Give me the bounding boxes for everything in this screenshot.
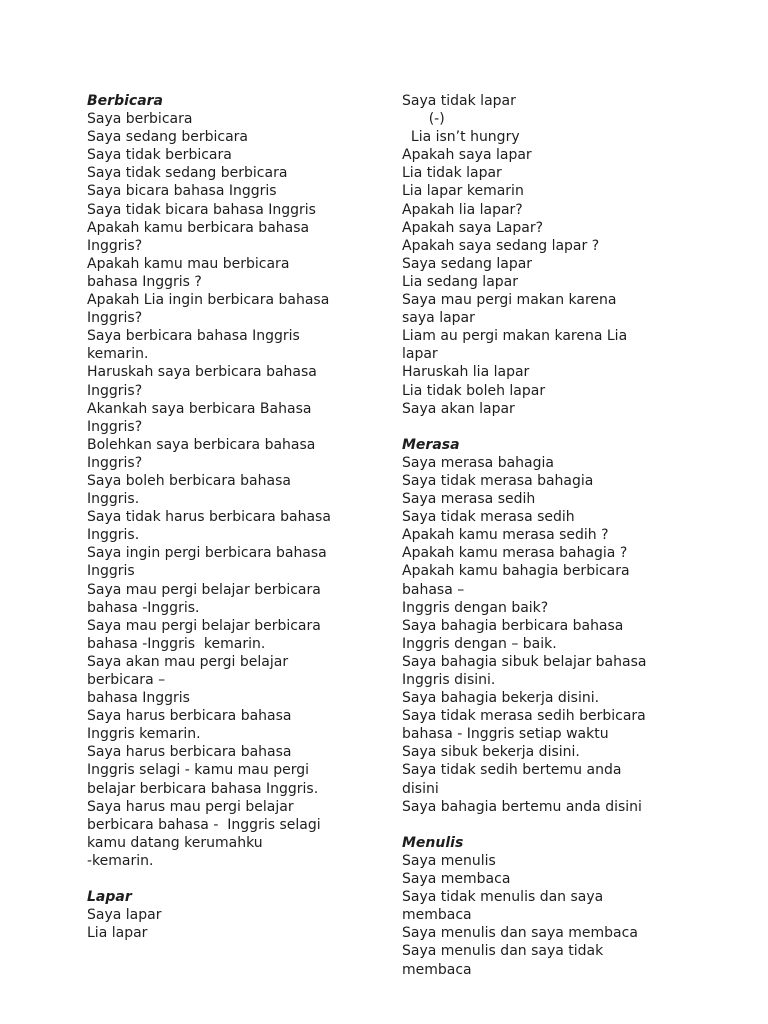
text-line: saya lapar <box>402 310 475 327</box>
text-line: Apakah kamu merasa bahagia ? <box>402 545 628 562</box>
text-line: Saya sibuk bekerja disini. <box>402 744 580 761</box>
text-line: Saya akan mau pergi belajar <box>87 653 289 670</box>
text-line: Saya tidak harus berbicara bahasa <box>87 509 331 526</box>
text-line: Apakah saya lapar <box>402 147 532 164</box>
text-line: Saya harus berbicara bahasa <box>87 708 292 725</box>
text-line: Apakah kamu bahagia berbicara <box>402 563 630 580</box>
text-line: Saya tidak sedang berbicara <box>87 165 288 182</box>
text-line: bahasa -Inggris kemarin. <box>87 635 266 652</box>
text-line: Saya tidak merasa bahagia <box>402 472 594 489</box>
text-line: Saya tidak merasa sedih berbicara <box>402 708 646 725</box>
text-line: Saya lapar <box>87 907 162 924</box>
text-line: Saya tidak lapar <box>402 93 516 109</box>
text-line: Bolehkan saya berbicara bahasa <box>87 436 316 453</box>
text-line: Saya mau pergi belajar berbicara <box>87 617 321 634</box>
text-line: lapar <box>402 346 438 363</box>
text-line: -kemarin. <box>87 852 154 869</box>
text-line: Lia lapar <box>87 925 148 942</box>
text-line: berbicara – <box>87 672 166 688</box>
text-line: Saya menulis <box>402 852 496 869</box>
text-line: Haruskah lia lapar <box>402 364 530 381</box>
text-line: Saya sedang lapar <box>402 255 533 272</box>
text-line: Saya harus mau pergi belajar <box>87 798 294 815</box>
text-line: Inggris disini. <box>402 672 496 688</box>
text-line: Inggris selagi - kamu mau pergi <box>87 762 309 779</box>
text-line: (-) <box>402 111 445 128</box>
text-line: Saya tidak berbicara <box>87 147 232 164</box>
text-line: Saya membaca <box>402 871 511 888</box>
text-line: Saya tidak merasa sedih <box>402 509 575 526</box>
text-line: Saya bahagia berbicara bahasa <box>402 617 624 634</box>
text-line: membaca <box>402 907 472 924</box>
text-line: Liam au pergi makan karena Lia <box>402 328 628 345</box>
text-line: Lia sedang lapar <box>402 273 518 290</box>
text-line: Apakah lia lapar? <box>402 201 523 218</box>
text-line: Apakah kamu mau berbicara <box>87 255 290 272</box>
text-line: Lia tidak boleh lapar <box>402 382 546 399</box>
section-heading: Berbicara <box>87 93 163 109</box>
text-line: Saya akan lapar <box>402 400 515 417</box>
blank-line <box>402 816 702 834</box>
text-line: Saya berbicara <box>87 111 193 128</box>
left-column <box>87 92 387 942</box>
text-line: Inggris? <box>87 310 143 327</box>
text-line: Saya tidak bicara bahasa Inggris <box>87 201 316 218</box>
text-line: Saya bahagia bekerja disini. <box>402 690 600 707</box>
text-line: Saya ingin pergi berbicara bahasa <box>87 545 327 562</box>
text-line: Inggris? <box>87 454 143 471</box>
text-line: Apakah saya Lapar? <box>402 219 544 236</box>
text-line: Inggris? <box>87 382 143 399</box>
text-line: Apakah saya sedang lapar ? <box>402 237 600 254</box>
section-heading: Menulis <box>402 834 464 851</box>
text-line: berbicara bahasa - Inggris selagi <box>87 816 321 833</box>
text-line: Saya bahagia sibuk belajar bahasa <box>402 653 647 670</box>
text-line: kemarin. <box>87 346 149 363</box>
text-line: Apakah Lia ingin berbicara bahasa <box>87 292 330 309</box>
blank-line <box>87 870 387 888</box>
text-line: Saya mau pergi belajar berbicara <box>87 581 321 598</box>
text-line: Saya mau pergi makan karena <box>402 292 617 309</box>
text-line: Akankah saya berbicara Bahasa <box>87 400 312 417</box>
text-line: bahasa Inggris <box>87 690 190 707</box>
text-line: Lia tidak lapar <box>402 165 502 182</box>
text-line: Inggris? <box>87 418 143 435</box>
text-line: Saya boleh berbicara bahasa <box>87 472 291 489</box>
text-line: Saya bahagia bertemu anda disini <box>402 798 642 815</box>
section-heading: Lapar <box>87 889 132 906</box>
text-line: bahasa - Inggris setiap waktu <box>402 726 609 743</box>
text-line: Apakah kamu berbicara bahasa <box>87 219 310 236</box>
text-line: Inggris kemarin. <box>87 726 201 743</box>
text-line: bahasa -Inggris. <box>87 599 200 616</box>
text-line: Saya harus berbicara bahasa <box>87 744 292 761</box>
text-line: belajar berbicara bahasa Inggris. <box>87 780 319 797</box>
text-line: Saya sedang berbicara <box>87 129 249 146</box>
text-line: Lia isn’t hungry <box>402 129 520 146</box>
right-column <box>402 92 702 979</box>
text-line: Saya tidak sedih bertemu anda <box>402 762 622 779</box>
text-line: Inggris? <box>87 237 143 254</box>
text-line: Saya menulis dan saya tidak <box>402 943 604 960</box>
text-line: bahasa Inggris ? <box>87 273 202 290</box>
text-line: Saya bicara bahasa Inggris <box>87 183 277 200</box>
text-line: Inggris. <box>87 491 140 508</box>
text-line: disini <box>402 780 439 797</box>
text-line: Saya merasa sedih <box>402 491 536 508</box>
text-line: Inggris <box>87 563 135 580</box>
text-line: Saya tidak menulis dan saya <box>402 889 604 906</box>
text-line: Haruskah saya berbicara bahasa <box>87 364 317 381</box>
text-line: Saya menulis dan saya membaca <box>402 925 638 942</box>
text-line: Inggris dengan baik? <box>402 599 549 616</box>
text-line: Saya merasa bahagia <box>402 454 554 471</box>
text-line: kamu datang kerumahku <box>87 834 263 851</box>
section-heading: Merasa <box>402 436 460 453</box>
text-line: Apakah kamu merasa sedih ? <box>402 527 609 544</box>
blank-line <box>402 418 702 436</box>
text-line: Saya berbicara bahasa Inggris <box>87 328 300 345</box>
text-line: Lia lapar kemarin <box>402 183 524 200</box>
text-line: Inggris dengan – baik. <box>402 635 557 652</box>
text-line: bahasa – <box>402 581 465 598</box>
text-line: membaca <box>402 961 472 978</box>
text-line: Inggris. <box>87 527 140 544</box>
